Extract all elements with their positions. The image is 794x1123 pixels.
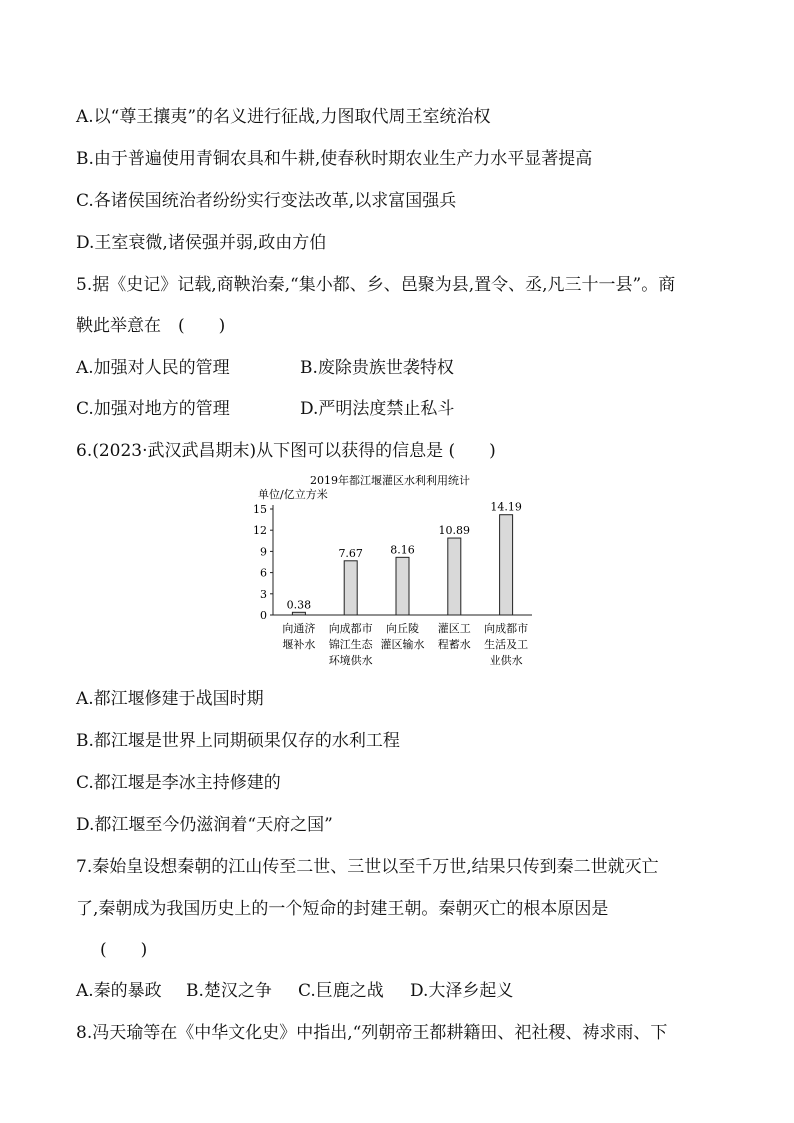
bar-value-label: 8.16 bbox=[390, 543, 415, 557]
q5-option-a: A.加强对人民的管理 bbox=[76, 358, 230, 378]
bar-value-label: 14.19 bbox=[490, 500, 522, 514]
bar-value-label: 7.67 bbox=[338, 546, 363, 560]
y-tick-label: 0 bbox=[260, 609, 267, 622]
bar-value-label: 0.38 bbox=[286, 598, 312, 612]
category-label: 环境供水 bbox=[328, 654, 373, 667]
q5-option-d: D.严明法度禁止私斗 bbox=[300, 399, 455, 419]
category-label: 生活及工 bbox=[484, 638, 529, 651]
q8-stem-line1: 8.冯天瑜等在《中华文化史》中指出,“列朝帝王都耕籍田、祀社稷、祷求雨、下 bbox=[76, 1023, 668, 1043]
q6-option-c: C.都江堰是李冰主持修建的 bbox=[76, 773, 281, 793]
category-label: 锦江生态 bbox=[328, 638, 373, 651]
category-label: 向通济 bbox=[282, 622, 316, 635]
q6-stem: 6.(2023·武汉武昌期末)从下图可以获得的信息是 ( ) bbox=[76, 441, 496, 461]
chart-category-labels bbox=[282, 621, 528, 667]
category-label: 灌区工 bbox=[437, 622, 471, 635]
category-label: 堰补水 bbox=[282, 638, 316, 651]
q4-option-a: A.以“尊王攘夷”的名义进行征战,力图取代周王室统治权 bbox=[76, 107, 491, 127]
bar bbox=[448, 538, 461, 615]
q5-stem-line1: 5.据《史记》记载,商鞅治秦,“集小都、乡、邑聚为县,置令、丞,凡三十一县”。商 bbox=[76, 275, 676, 295]
bar bbox=[396, 557, 409, 615]
y-tick-label: 15 bbox=[253, 503, 267, 516]
category-label: 向成都市 bbox=[484, 622, 529, 635]
q7-option-a: A.秦的暴政 bbox=[76, 981, 162, 1001]
y-tick-label: 12 bbox=[253, 524, 267, 538]
q7-option-c: C.巨鹿之战 bbox=[298, 981, 384, 1001]
q7-stem-line3: ( ) bbox=[100, 940, 148, 960]
y-tick-label: 3 bbox=[260, 587, 267, 601]
category-label: 程蓄水 bbox=[437, 638, 471, 651]
q6-option-d: D.都江堰至今仍滋润着“天府之国” bbox=[76, 815, 333, 835]
q4-option-d: D.王室衰微,诸侯强并弱,政由方伯 bbox=[76, 233, 327, 253]
q7-option-b: B.楚汉之争 bbox=[186, 981, 272, 1001]
chart-bars bbox=[292, 515, 512, 615]
category-label: 向成都市 bbox=[328, 622, 373, 635]
bar-value-label: 10.89 bbox=[438, 524, 471, 538]
category-label: 灌区输水 bbox=[380, 638, 425, 651]
q6-option-a: A.都江堰修建于战国时期 bbox=[76, 689, 264, 709]
bar bbox=[292, 612, 305, 615]
category-label: 向丘陵 bbox=[386, 622, 419, 635]
q7-stem-line1: 7.秦始皇设想秦朝的江山传至二世、三世以至千万世,结果只传到秦二世就灭亡 bbox=[76, 857, 659, 877]
q4-option-c: C.各诸侯国统治者纷纷实行变法改革,以求富国强兵 bbox=[76, 191, 457, 211]
category-label: 业供水 bbox=[489, 654, 523, 667]
q7-stem-line2: 了,秦朝成为我国历史上的一个短命的封建王朝。秦朝灭亡的根本原因是 bbox=[76, 899, 609, 919]
y-tick-label: 9 bbox=[260, 545, 267, 559]
chart-title: 2019年都江堰灌区水利利用统计 bbox=[310, 474, 470, 487]
y-tick-label: 6 bbox=[260, 566, 267, 580]
q6-option-b: B.都江堰是世界上同期硕果仅存的水利工程 bbox=[76, 731, 400, 751]
q5-stem-line2: 鞅此举意在 ( ) bbox=[76, 316, 226, 336]
bar bbox=[500, 515, 513, 615]
water-usage-bar-chart bbox=[240, 470, 540, 675]
q7-option-d: D.大泽乡起义 bbox=[410, 981, 514, 1001]
q5-option-c: C.加强对地方的管理 bbox=[76, 399, 230, 419]
chart-y-ticks bbox=[253, 503, 273, 622]
chart-y-axis-label: 单位/亿立方米 bbox=[258, 488, 328, 501]
q5-option-b: B.废除贵族世袭特权 bbox=[300, 358, 454, 378]
q4-option-b: B.由于普遍使用青铜农具和牛耕,使春秋时期农业生产力水平显著提高 bbox=[76, 149, 593, 169]
bar bbox=[344, 561, 357, 615]
